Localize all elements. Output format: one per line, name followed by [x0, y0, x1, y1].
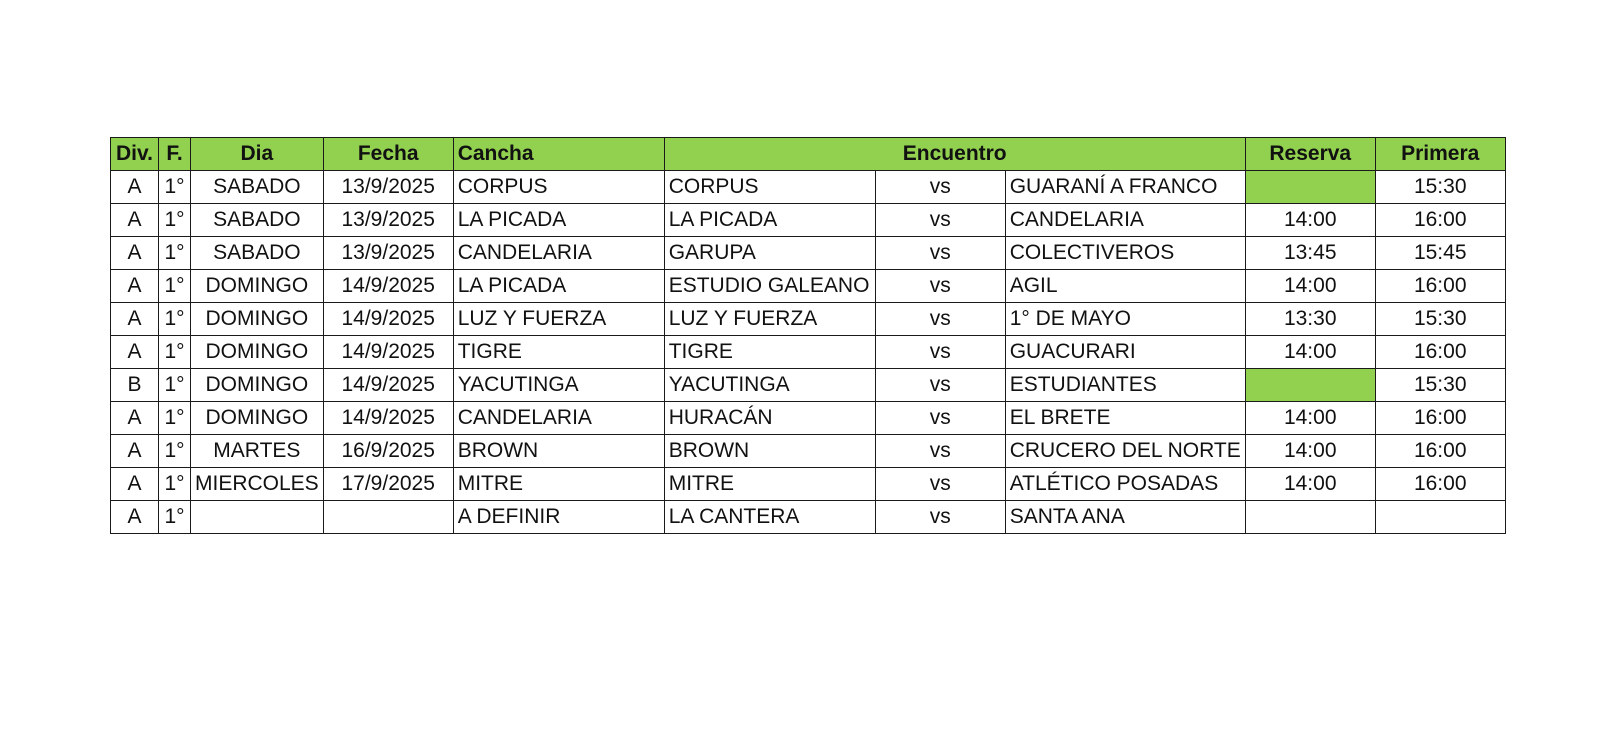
- cell-div: A: [111, 336, 159, 369]
- table-row: [111, 402, 1506, 435]
- cell-local-team: CORPUS: [664, 171, 875, 204]
- cell-vs: vs: [875, 402, 1005, 435]
- table-header: [111, 138, 1506, 171]
- cell-visiting-team: SANTA ANA: [1005, 501, 1245, 534]
- cell-primera: [1375, 501, 1505, 534]
- cell-div: A: [111, 501, 159, 534]
- cell-div: A: [111, 204, 159, 237]
- table-row: [111, 171, 1506, 204]
- cell-visiting-team: ATLÉTICO POSADAS: [1005, 468, 1245, 501]
- cell-div: B: [111, 369, 159, 402]
- header-fecha: Fecha: [323, 138, 453, 171]
- cell-primera: 15:30: [1375, 171, 1505, 204]
- table-row: [111, 204, 1506, 237]
- table-body: [111, 171, 1506, 534]
- cell-dia: MARTES: [191, 435, 324, 468]
- cell-visiting-team: 1° DE MAYO: [1005, 303, 1245, 336]
- cell-primera: 15:30: [1375, 303, 1505, 336]
- cell-cancha: MITRE: [453, 468, 664, 501]
- cell-reserva: [1245, 501, 1375, 534]
- cell-vs: vs: [875, 369, 1005, 402]
- cell-div: A: [111, 237, 159, 270]
- cell-dia: DOMINGO: [191, 336, 324, 369]
- table-row: [111, 336, 1506, 369]
- cell-vs: vs: [875, 336, 1005, 369]
- table-row: [111, 468, 1506, 501]
- cell-local-team: LA PICADA: [664, 204, 875, 237]
- cell-dia: DOMINGO: [191, 402, 324, 435]
- table-row: [111, 501, 1506, 534]
- cell-primera: 16:00: [1375, 468, 1505, 501]
- cell-primera: 16:00: [1375, 270, 1505, 303]
- cell-local-team: GARUPA: [664, 237, 875, 270]
- cell-reserva: [1245, 369, 1375, 402]
- cell-fecha-number: 1°: [159, 171, 191, 204]
- header-f: F.: [159, 138, 191, 171]
- cell-fecha: 14/9/2025: [323, 303, 453, 336]
- header-reserva: Reserva: [1245, 138, 1375, 171]
- cell-visiting-team: COLECTIVEROS: [1005, 237, 1245, 270]
- cell-dia: SABADO: [191, 204, 324, 237]
- cell-local-team: TIGRE: [664, 336, 875, 369]
- cell-reserva: 14:00: [1245, 402, 1375, 435]
- cell-local-team: BROWN: [664, 435, 875, 468]
- header-encuentro: Encuentro: [664, 138, 1245, 171]
- cell-dia: [191, 501, 324, 534]
- cell-fecha-number: 1°: [159, 435, 191, 468]
- cell-visiting-team: GUACURARI: [1005, 336, 1245, 369]
- cell-cancha: LA PICADA: [453, 204, 664, 237]
- header-dia: Dia: [191, 138, 324, 171]
- cell-div: A: [111, 402, 159, 435]
- cell-local-team: LA CANTERA: [664, 501, 875, 534]
- cell-visiting-team: EL BRETE: [1005, 402, 1245, 435]
- table-row: [111, 237, 1506, 270]
- cell-reserva: 14:00: [1245, 204, 1375, 237]
- cell-vs: vs: [875, 270, 1005, 303]
- cell-visiting-team: CRUCERO DEL NORTE: [1005, 435, 1245, 468]
- cell-fecha: 14/9/2025: [323, 369, 453, 402]
- cell-div: A: [111, 171, 159, 204]
- cell-cancha: A DEFINIR: [453, 501, 664, 534]
- cell-div: A: [111, 270, 159, 303]
- cell-fecha-number: 1°: [159, 237, 191, 270]
- cell-primera: 15:45: [1375, 237, 1505, 270]
- fixture-sheet: [110, 137, 1506, 534]
- header-div: Div.: [111, 138, 159, 171]
- cell-primera: 16:00: [1375, 204, 1505, 237]
- cell-primera: 16:00: [1375, 435, 1505, 468]
- cell-vs: vs: [875, 237, 1005, 270]
- fixture-table: [110, 137, 1506, 534]
- table-row: [111, 435, 1506, 468]
- cell-cancha: TIGRE: [453, 336, 664, 369]
- cell-fecha: 17/9/2025: [323, 468, 453, 501]
- header-row: [111, 138, 1506, 171]
- cell-vs: vs: [875, 468, 1005, 501]
- cell-fecha: 13/9/2025: [323, 237, 453, 270]
- cell-vs: vs: [875, 435, 1005, 468]
- cell-dia: SABADO: [191, 237, 324, 270]
- cell-fecha-number: 1°: [159, 369, 191, 402]
- cell-vs: vs: [875, 303, 1005, 336]
- header-cancha: Cancha: [453, 138, 664, 171]
- cell-fecha-number: 1°: [159, 270, 191, 303]
- cell-fecha-number: 1°: [159, 501, 191, 534]
- cell-fecha-number: 1°: [159, 204, 191, 237]
- cell-div: A: [111, 303, 159, 336]
- cell-reserva: 13:45: [1245, 237, 1375, 270]
- cell-local-team: YACUTINGA: [664, 369, 875, 402]
- cell-vs: vs: [875, 171, 1005, 204]
- table-row: [111, 369, 1506, 402]
- cell-fecha: 13/9/2025: [323, 171, 453, 204]
- cell-local-team: ESTUDIO GALEANO: [664, 270, 875, 303]
- cell-primera: 16:00: [1375, 336, 1505, 369]
- cell-fecha-number: 1°: [159, 336, 191, 369]
- cell-reserva: 13:30: [1245, 303, 1375, 336]
- cell-local-team: LUZ Y FUERZA: [664, 303, 875, 336]
- cell-fecha-number: 1°: [159, 303, 191, 336]
- cell-reserva: 14:00: [1245, 336, 1375, 369]
- cell-reserva: 14:00: [1245, 435, 1375, 468]
- cell-cancha: LA PICADA: [453, 270, 664, 303]
- cell-fecha: 16/9/2025: [323, 435, 453, 468]
- cell-dia: DOMINGO: [191, 303, 324, 336]
- cell-primera: 16:00: [1375, 402, 1505, 435]
- table-row: [111, 270, 1506, 303]
- cell-reserva: 14:00: [1245, 468, 1375, 501]
- cell-reserva: [1245, 171, 1375, 204]
- cell-div: A: [111, 468, 159, 501]
- cell-primera: 15:30: [1375, 369, 1505, 402]
- cell-fecha: [323, 501, 453, 534]
- cell-dia: MIERCOLES: [191, 468, 324, 501]
- cell-local-team: MITRE: [664, 468, 875, 501]
- cell-cancha: BROWN: [453, 435, 664, 468]
- cell-fecha: 14/9/2025: [323, 336, 453, 369]
- cell-cancha: LUZ Y FUERZA: [453, 303, 664, 336]
- cell-cancha: CANDELARIA: [453, 237, 664, 270]
- cell-div: A: [111, 435, 159, 468]
- cell-visiting-team: ESTUDIANTES: [1005, 369, 1245, 402]
- cell-visiting-team: AGIL: [1005, 270, 1245, 303]
- cell-dia: SABADO: [191, 171, 324, 204]
- cell-cancha: CORPUS: [453, 171, 664, 204]
- cell-fecha: 14/9/2025: [323, 270, 453, 303]
- cell-visiting-team: GUARANÍ A FRANCO: [1005, 171, 1245, 204]
- cell-cancha: YACUTINGA: [453, 369, 664, 402]
- cell-local-team: HURACÁN: [664, 402, 875, 435]
- cell-vs: vs: [875, 501, 1005, 534]
- cell-dia: DOMINGO: [191, 369, 324, 402]
- header-primera: Primera: [1375, 138, 1505, 171]
- cell-fecha-number: 1°: [159, 468, 191, 501]
- cell-dia: DOMINGO: [191, 270, 324, 303]
- cell-cancha: CANDELARIA: [453, 402, 664, 435]
- table-row: [111, 303, 1506, 336]
- cell-vs: vs: [875, 204, 1005, 237]
- cell-fecha: 14/9/2025: [323, 402, 453, 435]
- cell-visiting-team: CANDELARIA: [1005, 204, 1245, 237]
- cell-reserva: 14:00: [1245, 270, 1375, 303]
- cell-fecha-number: 1°: [159, 402, 191, 435]
- cell-fecha: 13/9/2025: [323, 204, 453, 237]
